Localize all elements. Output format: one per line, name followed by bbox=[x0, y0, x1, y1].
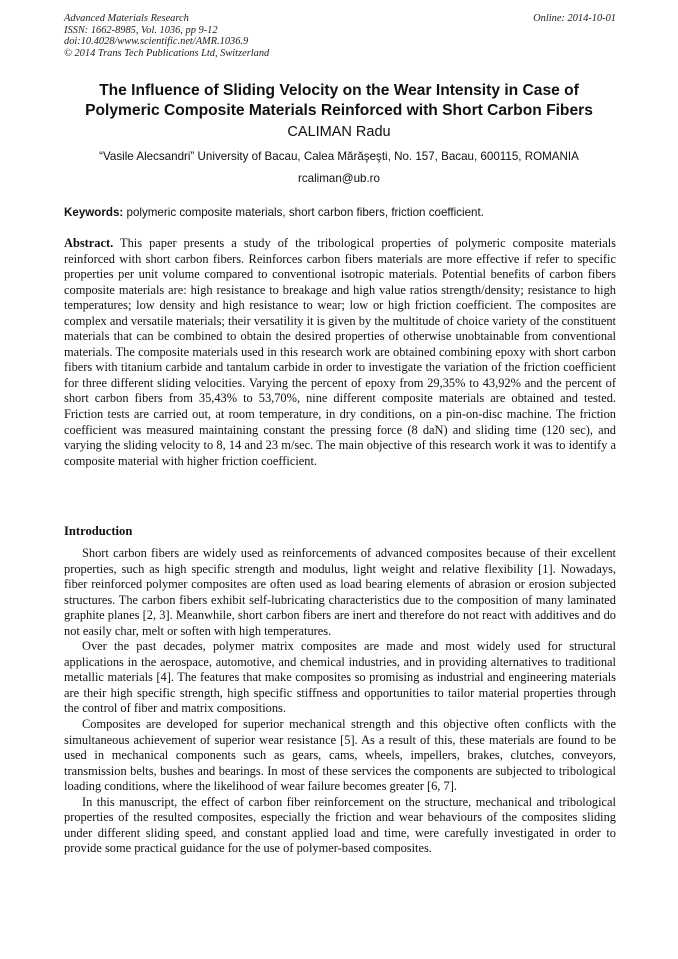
intro-paragraph: Short carbon fibers are widely used as reinforcements of advanced composites because of their excellent properties, such as high specific strength and modulus, light weight and relative flexibility [1]. Nowadays, fiber reinforced polymer composites are often used as load bearing elements of abrasion or erosion subjected structures. The carbon fibers exhibit self-lubricating characteristics due to the composition of many laminated graphite planes [2, 3]. Meanwhile, short carbon fibers are inert and therefore do not react with additives and do not easily char, melt or soften with high temperatures. bbox=[64, 546, 616, 638]
keywords-text: polymeric composite materials, short carbon fibers, friction coefficient. bbox=[123, 206, 484, 219]
abstract-label: Abstract. bbox=[64, 236, 114, 250]
journal-header bbox=[64, 13, 616, 59]
issn-line: ISSN: 1662-8985, Vol. 1036, pp 9-12 bbox=[64, 24, 218, 36]
copyright-line: © 2014 Trans Tech Publications Ltd, Switzerland bbox=[64, 47, 270, 59]
intro-paragraph: Over the past decades, polymer matrix composites are made and most widely used for structural applications in the aerospace, automotive, and chemical industries, and in providing alternatives to traditional metallic materials [4]. The features that make composites so promising as industrial and engineering materials are their high specific strength, high specific stiffness and opportunities to tailor material properties through the control of fiber and matrix compositions. bbox=[64, 639, 616, 716]
doi-line: doi:10.4028/www.scientific.net/AMR.1036.9 bbox=[64, 36, 249, 48]
title-line-2: Polymeric Composite Materials Reinforced with Short Carbon Fibers bbox=[85, 102, 593, 119]
abstract-text: This paper presents a study of the tribological properties of polymeric composite materials reinforced with short carbon fibers. Reinforces carbon fibers materials are more effective if refer to specific properties per unit volume compared to conventional isotropic materials. Potential benefits of carbon fibers composite materials are: high resistance to breakage and high value ratios strength/density; resistance to high temperatures; low density and high resistance to wear; low or high friction coefficient. The composites are complex and versatile materials; their versatility it is given by the multitude of choice variety of the constituent materials that can be combined to obtain the desired properties of otherwise unobtainable from conventional materials. The composite materials used in this research work are obtained combining epoxy with short carbon fibers with titanium carbide and tantalum carbide in order to investigate the variation of the friction coefficient for three different sliding velocities. Varying the percent of epoxy from 29,35% to 43,92% and the percent of short carbon fibers from 35,43% to 53,70%, nine different composite materials are obtained and tested. Friction tests are carried out, at room temperature, in dry conditions, on a pin-on-disc machine. The friction coefficient was measured maintaining constant the pressing force (8 daN) and sliding time (120 sec), and varying the sliding velocity to 8, 14 and 23 m/sec. The main objective of this research work it was to identify a composite material with higher friction coefficient. bbox=[64, 236, 616, 468]
author-email: rcaliman@ub.ro bbox=[297, 172, 380, 185]
journal-name: Advanced Materials Research bbox=[64, 13, 189, 24]
paper-title bbox=[50, 81, 628, 121]
title-line-1: The Influence of Sliding Velocity on the Wear Intensity in Case of bbox=[99, 82, 579, 99]
intro-paragraph: In this manuscript, the effect of carbon fiber reinforcement on the structure, mechanical and tribological properties of the resulted composites, especially the friction and wear behaviours of the composites sliding under different sliding speed, and constant applied load and time, were carefully investigated in order to provide some practical guidance for the use of polymer-based composites. bbox=[64, 794, 616, 856]
intro-paragraph: Composites are developed for superior mechanical strength and this objective often conflicts with the simultaneous achievement of superior wear resistance [5]. As a result of this, these materials are found to be used in mechanical components such as gears, cams, wheels, impellers, brakes, clutches, conveyors, transmission belts, bushes and bearings. In most of these services the components are subjected to tribological loading conditions, where the likelihood of wear failure becomes greater [6, 7]. bbox=[64, 717, 616, 794]
author-name: CALIMAN Radu bbox=[287, 124, 391, 140]
online-date: Online: 2014-10-01 bbox=[533, 13, 616, 24]
abstract bbox=[64, 236, 616, 469]
keywords-label: Keywords: bbox=[64, 206, 124, 219]
introduction-body bbox=[64, 546, 616, 857]
keywords bbox=[64, 206, 616, 219]
author-affiliation: “Vasile Alecsandri” University of Bacau, Calea Mărăşeşti, No. 157, Bacau, 600115, ROMANIA bbox=[99, 150, 579, 163]
introduction-heading: Introduction bbox=[64, 524, 133, 538]
